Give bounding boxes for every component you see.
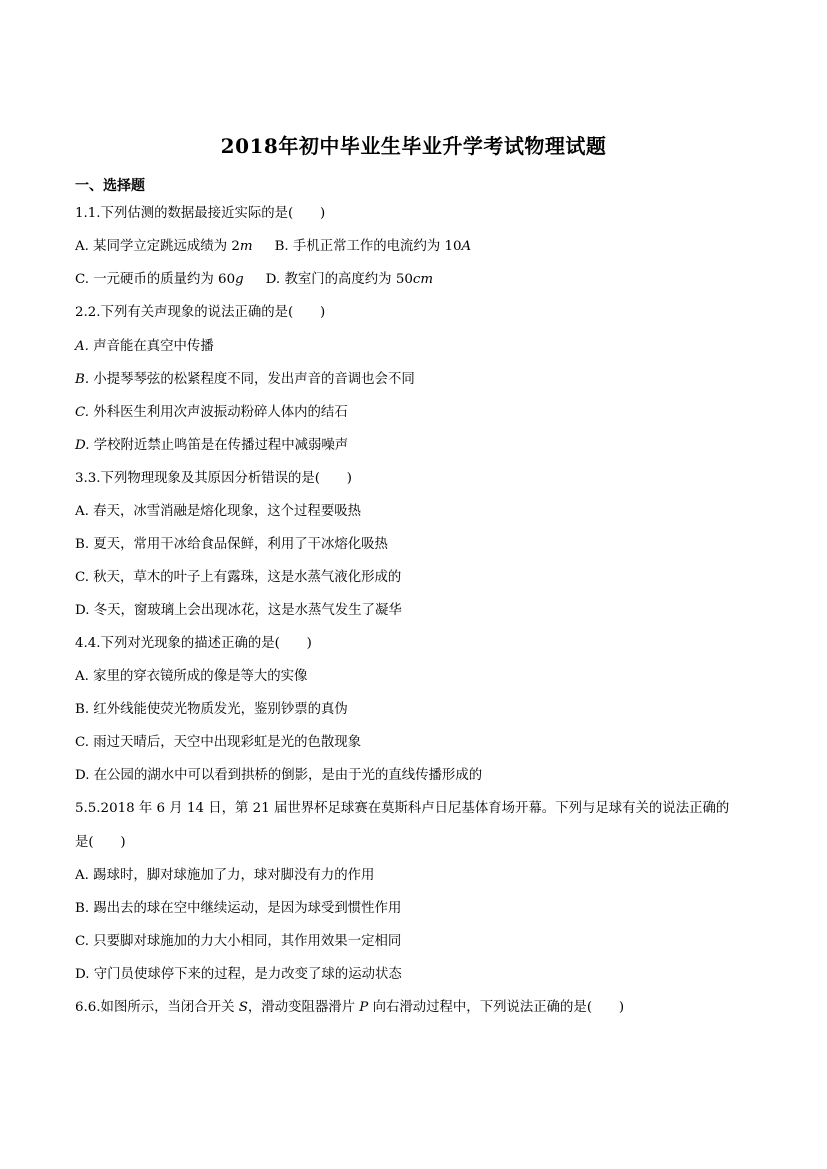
stem-part: ，滑动变阻器滑片 (247, 1000, 360, 1015)
option-text: 外科医生利用次声波振动粉碎人体内的结石 (89, 405, 348, 420)
option-letter: D. (75, 438, 90, 453)
question-6-stem (75, 999, 624, 1017)
option-b-text: B. 手机正常工作的电流约为 10 (274, 239, 462, 254)
question-5-stem-line2: 是( ) (75, 835, 126, 850)
question-4-option-d: D. 在公园的湖水中可以看到拱桥的倒影，是由于光的直线传播形成的 (75, 768, 483, 783)
question-1-stem: 1.1.下列估测的数据最接近实际的是( ) (75, 206, 326, 221)
option-letter: A. (75, 339, 89, 354)
question-3-option-b: B. 夏天，常用干冰给食品保鲜，利用了干冰熔化吸热 (75, 537, 388, 552)
option-b-unit: A (461, 239, 472, 254)
option-letter: B. (75, 372, 90, 387)
stem-part: 6.6.如图所示，当闭合开关 (75, 1000, 239, 1015)
question-2-option-b (75, 371, 415, 389)
option-text: 小提琴琴弦的松紧程度不同，发出声音的音调也会不同 (89, 372, 415, 387)
question-5-stem-line1: 5.5.2018 年 6 月 14 日，第 21 届世界杯足球赛在莫斯科卢日尼基体育场开幕。下列与足球有关的说法正确的 (75, 801, 730, 816)
slider-symbol: P (359, 1000, 369, 1015)
question-3-option-c: C. 秋天，草木的叶子上有露珠，这是水蒸气液化形成的 (75, 570, 402, 585)
option-c-unit: g (235, 272, 244, 287)
option-letter: C. (75, 405, 90, 420)
question-5-option-a: A. 踢球时，脚对球施加了力，球对脚没有力的作用 (75, 868, 375, 883)
question-5-option-c: C. 只要脚对球施加的力大小相同，其作用效果一定相同 (75, 934, 402, 949)
question-1-options-ab (75, 238, 471, 256)
question-4-stem: 4.4.下列对光现象的描述正确的是( ) (75, 636, 312, 651)
switch-symbol: S (238, 1000, 248, 1015)
question-3-option-a: A. 春天，冰雪消融是熔化现象，这个过程要吸热 (75, 504, 361, 519)
option-c-text: C. 一元硬币的质量约为 60 (75, 272, 236, 287)
option-d-text: D. 教室门的高度约为 50 (265, 272, 413, 287)
question-5-option-b: B. 踢出去的球在空中继续运动，是因为球受到惯性作用 (75, 901, 402, 916)
option-a-text: A. 某同学立定跳远成绩为 2 (75, 239, 240, 254)
section-heading: 一、选择题 (75, 178, 145, 194)
question-2-stem: 2.2.下列有关声现象的说法正确的是( ) (75, 305, 326, 320)
option-a-unit: m (239, 239, 253, 254)
question-4-option-b: B. 红外线能使荧光物质发光，鉴别钞票的真伪 (75, 702, 348, 717)
question-4-option-a: A. 家里的穿衣镜所成的像是等大的实像 (75, 669, 308, 684)
option-text: 学校附近禁止鸣笛是在传播过程中减弱噪声 (89, 438, 349, 453)
question-2-option-a (75, 338, 214, 356)
question-4-option-c: C. 雨过天晴后，天空中出现彩虹是光的色散现象 (75, 735, 362, 750)
question-2-option-d (75, 437, 348, 455)
option-text: 声音能在真空中传播 (88, 339, 214, 354)
question-5-option-d: D. 守门员使球停下来的过程，是力改变了球的运动状态 (75, 967, 402, 982)
page-title: 2018年初中毕业生毕业升学考试物理试题 (220, 134, 607, 158)
question-2-option-c (75, 404, 348, 422)
question-1-options-cd (75, 271, 433, 289)
option-d-unit: cm (412, 272, 434, 287)
question-3-stem: 3.3.下列物理现象及其原因分析错误的是( ) (75, 471, 353, 486)
stem-part: 向右滑动过程中，下列说法正确的是( ) (368, 1000, 625, 1015)
question-3-option-d: D. 冬天，窗玻璃上会出现冰花，这是水蒸气发生了凝华 (75, 603, 402, 618)
